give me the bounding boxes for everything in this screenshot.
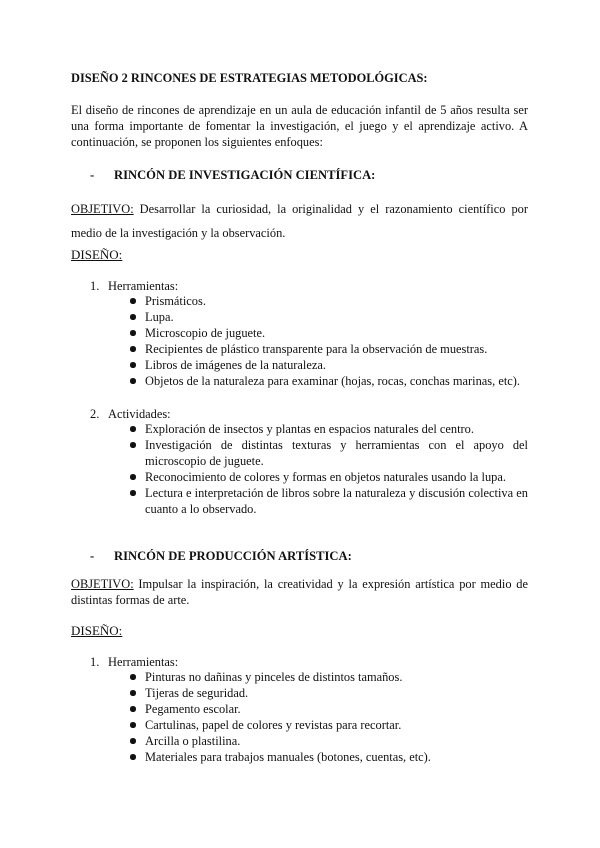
section-2-tools-label: Herramientas: <box>108 655 179 669</box>
section-2-heading-text: RINCÓN DE PRODUCCIÓN ARTÍSTICA: <box>114 549 352 563</box>
section-2-heading <box>90 548 352 564</box>
list-item: Reconocimiento de colores y formas en objetos naturales usando la lupa. <box>130 469 528 485</box>
list-item: Pinturas no dañinas y pinceles de distintos tamaños. <box>130 669 530 685</box>
bullet-icon <box>130 330 136 336</box>
list-item: Microscopio de juguete. <box>130 325 530 341</box>
list-item: Exploración de insectos y plantas en espacios naturales del centro. <box>130 421 528 437</box>
section-1-heading <box>90 167 375 183</box>
bullet-icon <box>130 722 136 728</box>
bullet-icon <box>130 706 136 712</box>
section-2-objective-label: OBJETIVO: <box>71 577 134 591</box>
list-item: Materiales para trabajos manuales (botones, cuentas, etc). <box>130 749 530 765</box>
section-1-objective <box>71 197 528 245</box>
section-1-activities-label: Actividades: <box>108 407 171 421</box>
bullet-icon <box>130 738 136 744</box>
section-2-tools-list <box>130 669 530 765</box>
bullet-icon <box>130 426 136 432</box>
bullet-icon <box>130 690 136 696</box>
list-item: Objetos de la naturaleza para examinar (hojas, rocas, conchas marinas, etc). <box>130 373 530 389</box>
list-item: Arcilla o plastilina. <box>130 733 530 749</box>
bullet-icon <box>130 474 136 480</box>
list-item: Investigación de distintas texturas y herramientas con el apoyo del microscopio de juguete. <box>130 437 528 469</box>
intro-paragraph: El diseño de rincones de aprendizaje en un aula de educación infantil de 5 años resulta ser una forma importante de fomentar la investigación, el juego y el aprendizaje activo. A continuación, se proponen los siguientes enfoques: <box>71 103 528 149</box>
section-1-heading-text: RINCÓN DE INVESTIGACIÓN CIENTÍFICA: <box>114 168 376 182</box>
section-1-activities-heading <box>90 406 171 422</box>
list-item: Prismáticos. <box>130 293 530 309</box>
section-2-tools-num: 1. <box>90 655 100 669</box>
bullet-icon <box>130 314 136 320</box>
section-2-tools-heading <box>90 654 178 670</box>
list-item: Cartulinas, papel de colores y revistas para recortar. <box>130 717 530 733</box>
section-2-objective <box>71 576 528 608</box>
bullet-icon <box>130 754 136 760</box>
section-1-tools-heading <box>90 278 178 294</box>
section-1-activities-num: 2. <box>90 407 100 421</box>
list-item: Lupa. <box>130 309 530 325</box>
section-2-dash: - <box>90 549 95 563</box>
bullet-icon <box>130 442 136 448</box>
bullet-icon <box>130 362 136 368</box>
list-item: Lectura e interpretación de libros sobre la naturaleza y discusión colectiva en cuanto a lo observado. <box>130 485 528 517</box>
section-1-tools-list <box>130 293 530 389</box>
bullet-icon <box>130 674 136 680</box>
section-1-objective-text: Desarrollar la curiosidad, la originalidad y el razonamiento científico por medio de la investigación y la observación. <box>71 202 528 240</box>
section-2-objective-text: Impulsar la inspiración, la creatividad y la expresión artística por medio de distintas formas de arte. <box>71 577 528 607</box>
document-title: DISEÑO 2 RINCONES DE ESTRATEGIAS METODOLÓGICAS: <box>71 71 428 85</box>
section-1-activities-list <box>130 421 528 517</box>
section-2-design-label: DISEÑO: <box>71 623 123 638</box>
section-1-tools-label: Herramientas: <box>108 279 179 293</box>
section-1-tools-num: 1. <box>90 279 100 293</box>
section-1-objective-label: OBJETIVO: <box>71 202 134 216</box>
bullet-icon <box>130 346 136 352</box>
section-1-design-label: DISEÑO: <box>71 247 123 262</box>
bullet-icon <box>130 490 136 496</box>
list-item: Tijeras de seguridad. <box>130 685 530 701</box>
list-item: Libros de imágenes de la naturaleza. <box>130 357 530 373</box>
section-1-dash: - <box>90 168 95 182</box>
list-item: Pegamento escolar. <box>130 701 530 717</box>
list-item: Recipientes de plástico transparente para la observación de muestras. <box>130 341 530 357</box>
bullet-icon <box>130 298 136 304</box>
bullet-icon <box>130 378 136 384</box>
